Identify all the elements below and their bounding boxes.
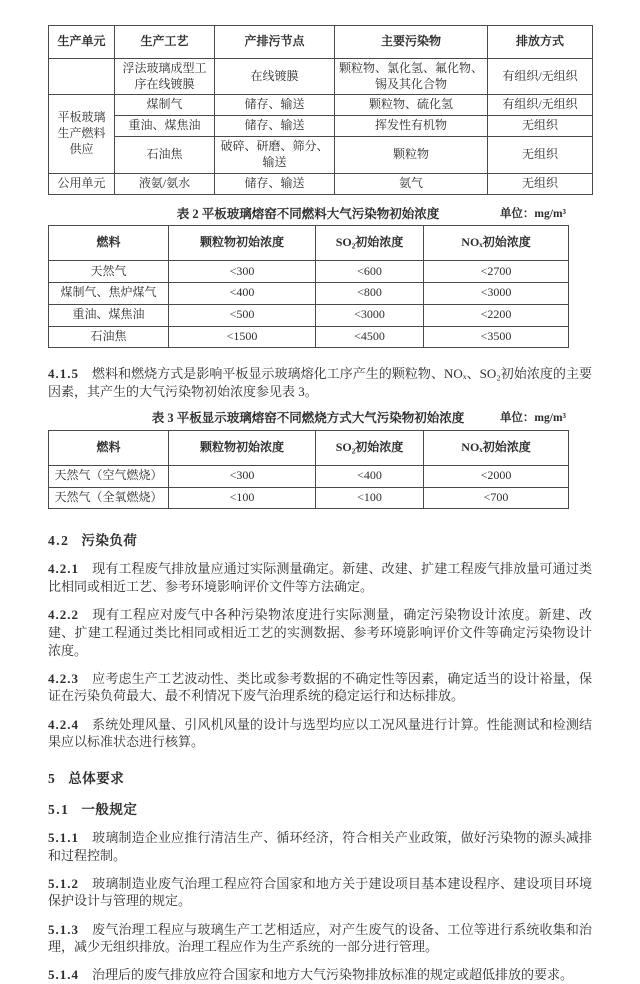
table1-header-unit: 生产单元 (49, 26, 115, 59)
cell-fuel: 重油、煤焦油 (49, 304, 169, 326)
table-row (49, 173, 593, 194)
cell-fuel: 天然气 (49, 261, 169, 283)
cell-pm: <300 (169, 465, 316, 487)
cell-process: 重油、煤焦油 (115, 116, 215, 137)
table2-header-pm: 颗粒物初始浓度 (169, 226, 316, 261)
cell-fuel: 天然气（全氧燃烧） (49, 487, 169, 509)
table2-header-nox: NOₓ初始浓度 (424, 226, 569, 261)
clause-number: 4.2.3 (48, 670, 79, 686)
cell-pollutants: 颗粒物、氯化氢、氟化物、锡及其化合物 (335, 58, 488, 95)
cell-unit-merged: 平板玻璃生产燃料供应 (49, 95, 115, 173)
section-number: 5.1 (48, 801, 70, 817)
cell-node: 储存、输送 (215, 116, 335, 137)
table2-title: 表 2 平板玻璃熔窑不同燃料大气污染物初始浓度 (176, 206, 440, 221)
cell-pm: <400 (169, 282, 316, 304)
cell-process: 液氨/氨水 (115, 173, 215, 194)
clause-text: 玻璃制造业废气治理工程应符合国家和地方关于建设项目基本建设程序、建设项目环境保护设计与管理的规定。 (48, 875, 592, 909)
clause-5-1-4 (48, 966, 592, 984)
cell-pm: <1500 (169, 326, 316, 348)
cell-node: 储存、输送 (215, 95, 335, 116)
cell-fuel: 煤制气、焦炉煤气 (49, 282, 169, 304)
table2-header-fuel: 燃料 (49, 226, 169, 261)
cell-pm: <300 (169, 261, 316, 283)
clause-4-2-1 (48, 560, 592, 595)
cell-unit: 公用单元 (49, 173, 115, 194)
table3-header-pm: 颗粒物初始浓度 (169, 430, 316, 465)
table-row (49, 137, 593, 174)
clause-number: 5.1.4 (48, 967, 79, 983)
table-production-pollution-nodes (48, 25, 593, 195)
table-row (49, 261, 569, 283)
clause-text: 治理后的废气排放应符合国家和地方大气污染物排放标准的规定或超低排放的要求。 (92, 967, 574, 983)
cell-pollutants: 挥发性有机物 (335, 116, 488, 137)
table3-caption (48, 411, 568, 427)
cell-node: 破碎、研磨、筛分、输送 (215, 137, 335, 174)
clause-text: 燃料和燃烧方式是影响平板显示玻璃熔化工序产生的颗粒物、NOₓ、SO₂初始浓度的主要因素，其产生的大气污染物初始浓度参见表 3。 (48, 366, 592, 400)
table3-header-fuel: 燃料 (49, 430, 169, 465)
section-title: 一般规定 (81, 801, 138, 817)
clause-text: 废气治理工程应与玻璃生产工艺相适应，对产生废气的设备、工位等进行系统收集和治理，减少无组织排放。治理工程应作为生产系统的一部分进行管理。 (48, 921, 592, 955)
cell-nox: <2700 (424, 261, 569, 283)
section-title: 总体要求 (68, 770, 125, 786)
cell-process: 石油焦 (115, 137, 215, 174)
cell-node: 在线镀膜 (215, 58, 335, 95)
table3-header-row (49, 430, 569, 465)
table2-fuel-initial-concentration (48, 225, 569, 348)
cell-node: 储存、输送 (215, 173, 335, 194)
table-row (49, 58, 593, 95)
clause-text: 现有工程应对废气中各种污染物浓度进行实际测量，确定污染物设计浓度。新建、改建、扩建工程通过类比相同或相近工艺的实测数据、参考环境影响评价文件等确定污染物设计浓度。 (48, 607, 592, 658)
table2-unit-label: 单位：mg/m³ (499, 207, 566, 220)
cell-pollutants: 氨气 (335, 173, 488, 194)
clause-4-2-3 (48, 670, 592, 705)
clause-text: 应考虑生产工艺波动性、类比或参考数据的不确定性等因素，确定适当的设计裕量，保证在污染负荷最大、最不利情况下废气治理系统的稳定运行和达标排放。 (48, 670, 592, 704)
table2-header-so2: SO₂初始浓度 (316, 226, 424, 261)
table1-header-node: 产排污节点 (215, 26, 335, 59)
cell-so2: <4500 (316, 326, 424, 348)
cell-mode: 有组织/无组织 (488, 95, 593, 116)
section-number: 4.2 (48, 533, 70, 549)
cell-mode: 无组织 (488, 137, 593, 174)
table3-header-nox: NOₓ初始浓度 (424, 430, 569, 465)
clause-number: 4.2.1 (48, 561, 79, 577)
table1-header-mode: 排放方式 (488, 26, 593, 59)
section-heading-4-2 (48, 529, 592, 549)
clause-5-1-2 (48, 875, 592, 910)
clause-4-2-4 (48, 716, 592, 751)
cell-so2: <600 (316, 261, 424, 283)
cell-pollutants: 颗粒物、硫化氢 (335, 95, 488, 116)
table2-caption (48, 207, 568, 223)
cell-process: 浮法玻璃成型工序在线镀膜 (115, 58, 215, 95)
table-row (49, 487, 569, 509)
clause-number: 4.1.5 (48, 366, 79, 382)
clause-5-1-3 (48, 921, 592, 956)
table-row (49, 465, 569, 487)
table3-title: 表 3 平板显示玻璃熔窑不同燃烧方式大气污染物初始浓度 (151, 411, 465, 426)
cell-fuel: 天然气（空气燃烧） (49, 465, 169, 487)
clause-text: 系统处理风量、引风机风量的设计与选型均应以工况风量进行计算。性能测试和检测结果应以标准状态进行核算。 (48, 716, 592, 750)
table-row (49, 116, 593, 137)
clause-number: 4.2.2 (48, 607, 79, 623)
clause-number: 5.1.3 (48, 921, 79, 937)
table1-header-pollutants: 主要污染物 (335, 26, 488, 59)
cell-pm: <500 (169, 304, 316, 326)
cell-mode: 无组织 (488, 116, 593, 137)
section-number: 5 (48, 770, 57, 786)
clause-number: 5.1.2 (48, 875, 79, 891)
cell-pollutants: 颗粒物 (335, 137, 488, 174)
cell-nox: <3000 (424, 282, 569, 304)
table1-header-process: 生产工艺 (115, 26, 215, 59)
clause-5-1-1 (48, 829, 592, 864)
section-heading-5-1 (48, 798, 592, 818)
cell-mode: 无组织 (488, 173, 593, 194)
clause-4-2-2 (48, 606, 592, 659)
cell-mode: 有组织/无组织 (488, 58, 593, 95)
cell-nox: <2200 (424, 304, 569, 326)
cell-nox: <700 (424, 487, 569, 509)
table-row (49, 282, 569, 304)
cell-unit (49, 58, 115, 95)
table2-header-row (49, 226, 569, 261)
clause-number: 5.1.1 (48, 829, 79, 845)
clause-number: 4.2.4 (48, 716, 79, 732)
cell-nox: <3500 (424, 326, 569, 348)
cell-fuel: 石油焦 (49, 326, 169, 348)
table3-combustion-initial-concentration (48, 430, 569, 509)
clause-text: 现有工程废气排放量应通过实际测量确定。新建、改建、扩建工程废气排放量可通过类比相同或相近工艺、参考环境影响评价文件等方法确定。 (48, 561, 592, 595)
cell-process: 煤制气 (115, 95, 215, 116)
section-heading-5 (48, 767, 592, 787)
cell-so2: <3000 (316, 304, 424, 326)
table3-unit-label: 单位：mg/m³ (499, 412, 566, 425)
cell-so2: <800 (316, 282, 424, 304)
cell-nox: <2000 (424, 465, 569, 487)
table-row (49, 304, 569, 326)
section-title: 污染负荷 (81, 533, 138, 549)
table-row (49, 95, 593, 116)
clause-text: 玻璃制造企业应推行清洁生产、循环经济，符合相关产业政策，做好污染物的源头减排和过程控制。 (48, 829, 592, 863)
table3-header-so2: SO₂初始浓度 (316, 430, 424, 465)
clause-4-1-5 (48, 365, 592, 400)
table-row (49, 326, 569, 348)
table1-header-row (49, 26, 593, 59)
cell-so2: <400 (316, 465, 424, 487)
cell-pm: <100 (169, 487, 316, 509)
cell-so2: <100 (316, 487, 424, 509)
